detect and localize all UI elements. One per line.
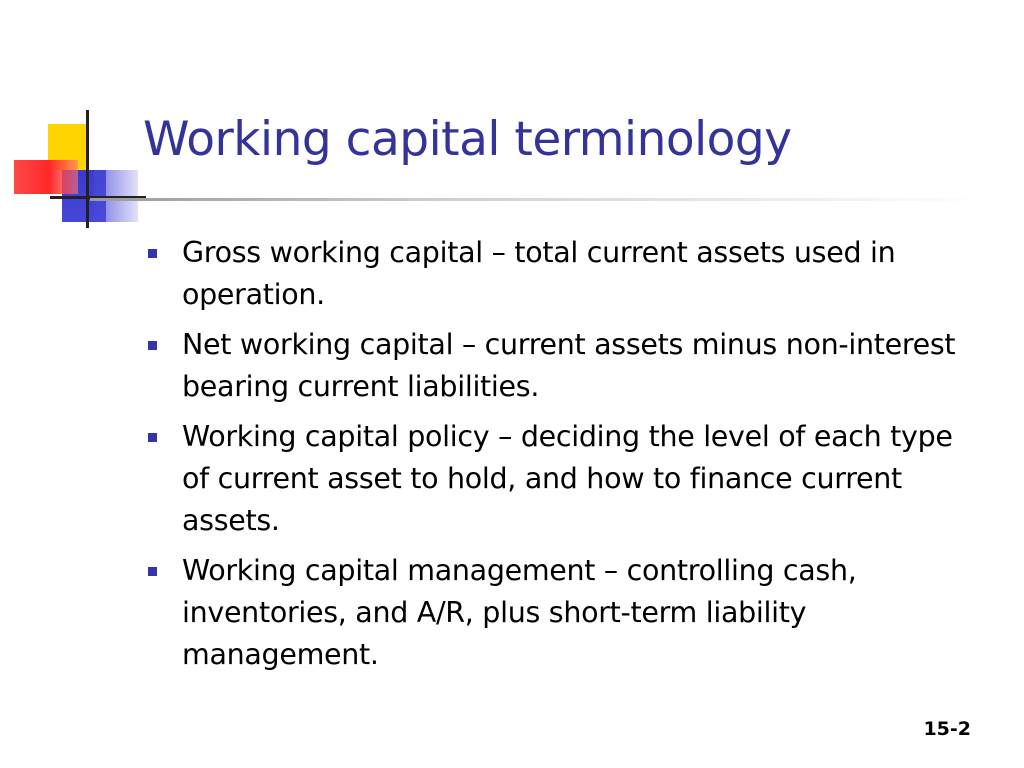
bullet-text: Net working capital – current assets minus non-interest bearing current liabilities. [182,328,956,403]
bullet-item [148,324,978,408]
bullet-text: Working capital policy – deciding the level of each type of current asset to hold, and how to finance current assets. [182,420,953,537]
bullet-item [148,550,978,676]
slide-title: Working capital terminology [143,112,792,167]
square-bullet-icon [148,341,157,350]
square-bullet-icon [148,567,157,576]
bullet-text: Working capital management – controlling cash, inventories, and A/R, plus short-term liability management. [182,554,857,671]
colored-squares-logo [0,0,150,240]
square-bullet-icon [148,249,157,258]
bullet-item [148,416,978,542]
bullet-item [148,232,978,316]
page-number: 15-2 [923,718,971,740]
title-underline [90,198,990,201]
bullet-text: Gross working capital – total current assets used in operation. [182,236,896,311]
square-bullet-icon [148,433,157,442]
bullet-list [148,232,978,684]
crosshair-vertical-line [86,110,89,228]
red-square [14,160,78,194]
